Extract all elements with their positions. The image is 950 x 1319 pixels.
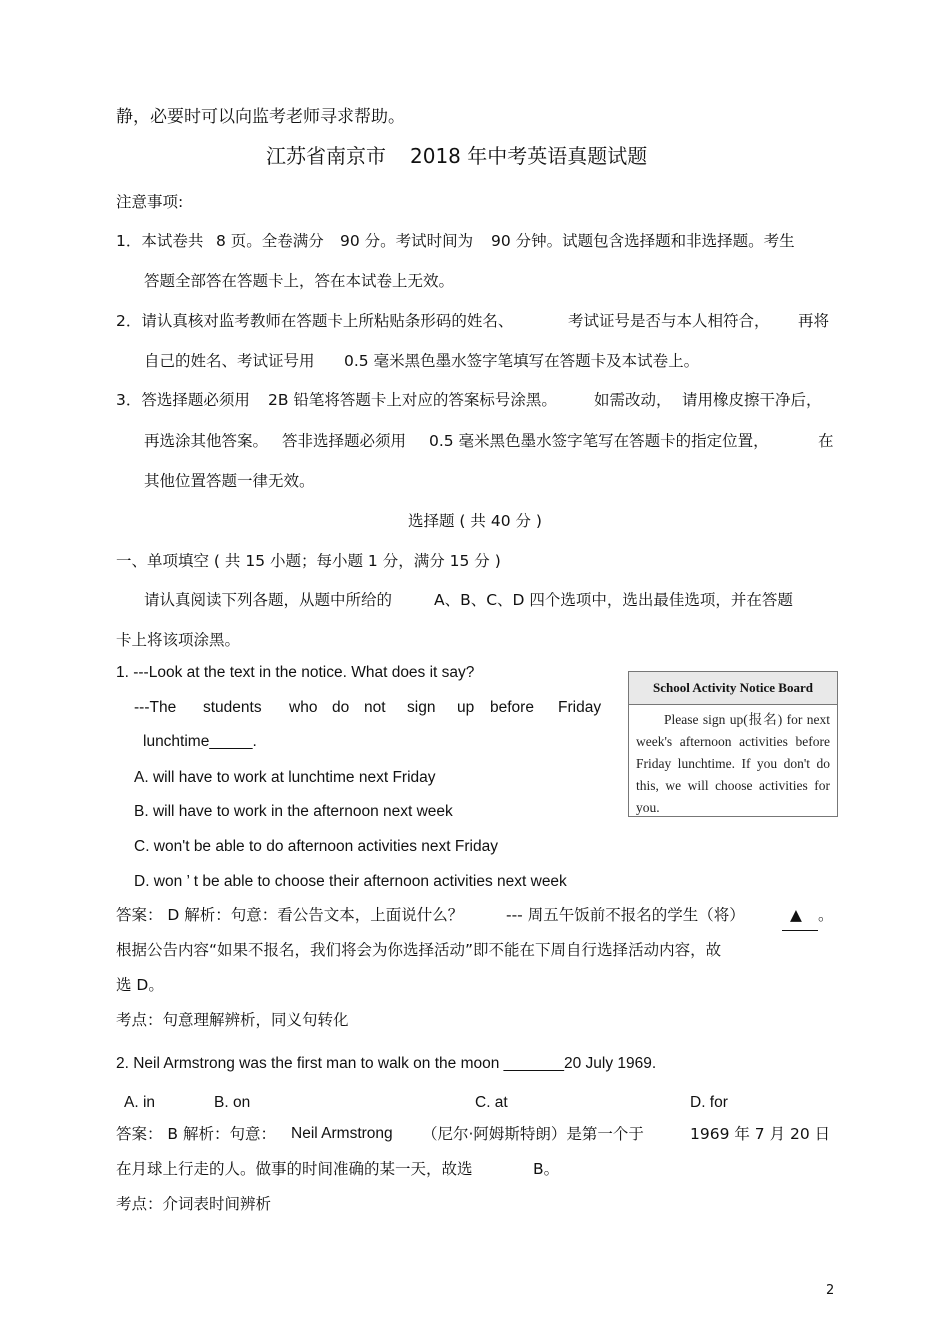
q1-answer: 答案： D 解析：句意：看公告文本，上面说什么？ — [116, 906, 464, 924]
note2-part-c: 再将 — [798, 312, 830, 330]
q1-word: Friday — [558, 699, 602, 716]
instruction-b: A、B、C、D 四个选项中，选出最佳选项，并在答题 — [434, 591, 793, 609]
q2-answer-line2: 在月球上行走的人。做事的时间准确的某一天，故选 — [116, 1160, 473, 1178]
note2-part-b: 考试证号是否与本人相符合， — [568, 312, 770, 330]
note3-part-c: 如需改动， — [594, 391, 672, 409]
section-title: 选择题 ( 共 40 分 ) — [408, 512, 542, 530]
q1-word: who — [289, 699, 318, 716]
note3-line3: 其他位置答题一律无效。 — [144, 472, 315, 490]
note1-part-c: 90 分。考试时间为 — [340, 232, 474, 250]
note3-line2-b: 答非选择题必须用 — [282, 432, 407, 450]
q1-word: sign — [407, 699, 436, 716]
notes-header: 注意事项: — [116, 193, 184, 211]
note3-line2-a: 再选涂其他答案。 — [144, 432, 269, 450]
note2-part-a: 2．请认真核对监考教师在答题卡上所粘贴条形码的姓名、 — [116, 312, 514, 330]
q1-word: do — [332, 699, 350, 716]
q1-stem: 1. ---Look at the text in the notice. What does it say? — [116, 664, 475, 681]
q1-line3: lunchtime_____. — [143, 733, 257, 750]
q1-word: up — [457, 699, 475, 716]
notice-board-body: Please sign up(报名) for next week's afternoon activities before Friday lunchtime. If you don't do this, we will choose activities for you. — [636, 712, 830, 815]
top-line: 静，必要时可以向监考老师寻求帮助。 — [116, 107, 405, 127]
q1-option-a: A. will have to work at lunchtime next Friday — [134, 769, 436, 786]
note3-line2-d: 在 — [818, 432, 834, 450]
note3-line2-c: 0.5 毫米黑色墨水签字笔写在答题卡的指定位置， — [429, 432, 769, 450]
q2-option-b: B. on — [214, 1094, 251, 1111]
answer-blank-line — [782, 930, 818, 931]
q1-answer-end: 。 — [818, 906, 834, 924]
q1-answer-translation: --- 周五午饭前不报名的学生（将） — [506, 906, 745, 924]
q2-option-d: D. for — [690, 1094, 728, 1111]
q1-word: students — [203, 699, 262, 716]
q1-word: not — [364, 699, 386, 716]
q1-point: 考点：句意理解辨析，同义句转化 — [116, 1011, 349, 1029]
q2-answer-choice: B。 — [533, 1160, 560, 1178]
q2-answer-date: 1969 年 7 月 20 日 — [690, 1125, 831, 1143]
q2-option-a: A. in — [124, 1094, 156, 1111]
note1-part-a: 1．本试卷共 — [116, 232, 204, 250]
part1-title: 一、单项填空 ( 共 15 小题；每小题 1 分，满分 15 分 ) — [116, 552, 501, 570]
q1-option-b: B. will have to work in the afternoon next week — [134, 803, 453, 820]
note3-part-b: 2B 铅笔将答题卡上对应的答案标号涂黑。 — [268, 391, 557, 409]
q1-answer-line3: 选 D。 — [116, 976, 164, 994]
q1-word: ---The — [134, 699, 177, 716]
note1-part-d: 90 分钟。试题包含选择题和非选择题。考生 — [491, 232, 795, 250]
note3-part-a: 3．答选择题必须用 — [116, 391, 250, 409]
q2-point: 考点：介词表时间辨析 — [116, 1195, 272, 1213]
q1-option-c: C. won't be able to do afternoon activities next Friday — [134, 838, 498, 855]
page-title-right: 2018 年中考英语真题试题 — [410, 144, 648, 168]
note1-part-b: 8 页。全卷满分 — [216, 232, 324, 250]
page-title-left: 江苏省南京市 — [266, 144, 386, 168]
instruction-line2: 卡上将该项涂黑。 — [116, 631, 241, 649]
notice-board — [628, 671, 838, 817]
page-number: 2 — [826, 1283, 835, 1298]
q2-answer-name: Neil Armstrong — [291, 1125, 393, 1142]
note3-part-d: 请用橡皮擦干净后， — [682, 391, 822, 409]
notice-board-header: School Activity Notice Board — [629, 672, 837, 705]
q1-option-d: D. won ’ t be able to choose their afternoon activities next week — [134, 873, 567, 890]
q2-stem: 2. Neil Armstrong was the first man to walk on the moon _______20 July 1969. — [116, 1055, 657, 1072]
q1-word: before — [490, 699, 534, 716]
q1-answer-line2: 根据公告内容“如果不报名，我们将会为你选择活动”即不能在下周自行选择活动内容，故 — [116, 941, 722, 959]
note1-line2: 答题全部答在答题卡上，答在本试卷上无效。 — [144, 272, 455, 290]
q2-answer-translation: （尼尔·阿姆斯特朗）是第一个于 — [422, 1125, 644, 1143]
q2-answer: 答案： B 解析：句意： — [116, 1125, 276, 1143]
instruction-a: 请认真阅读下列各题，从题中所给的 — [144, 591, 393, 609]
q2-option-c: C. at — [475, 1094, 508, 1111]
note2-line2-a: 自己的姓名、考试证号用 — [144, 352, 315, 370]
triangle-marker-icon: ▲ — [790, 906, 802, 924]
note2-line2-b: 0.5 毫米黑色墨水签字笔填写在答题卡及本试卷上。 — [344, 352, 700, 370]
